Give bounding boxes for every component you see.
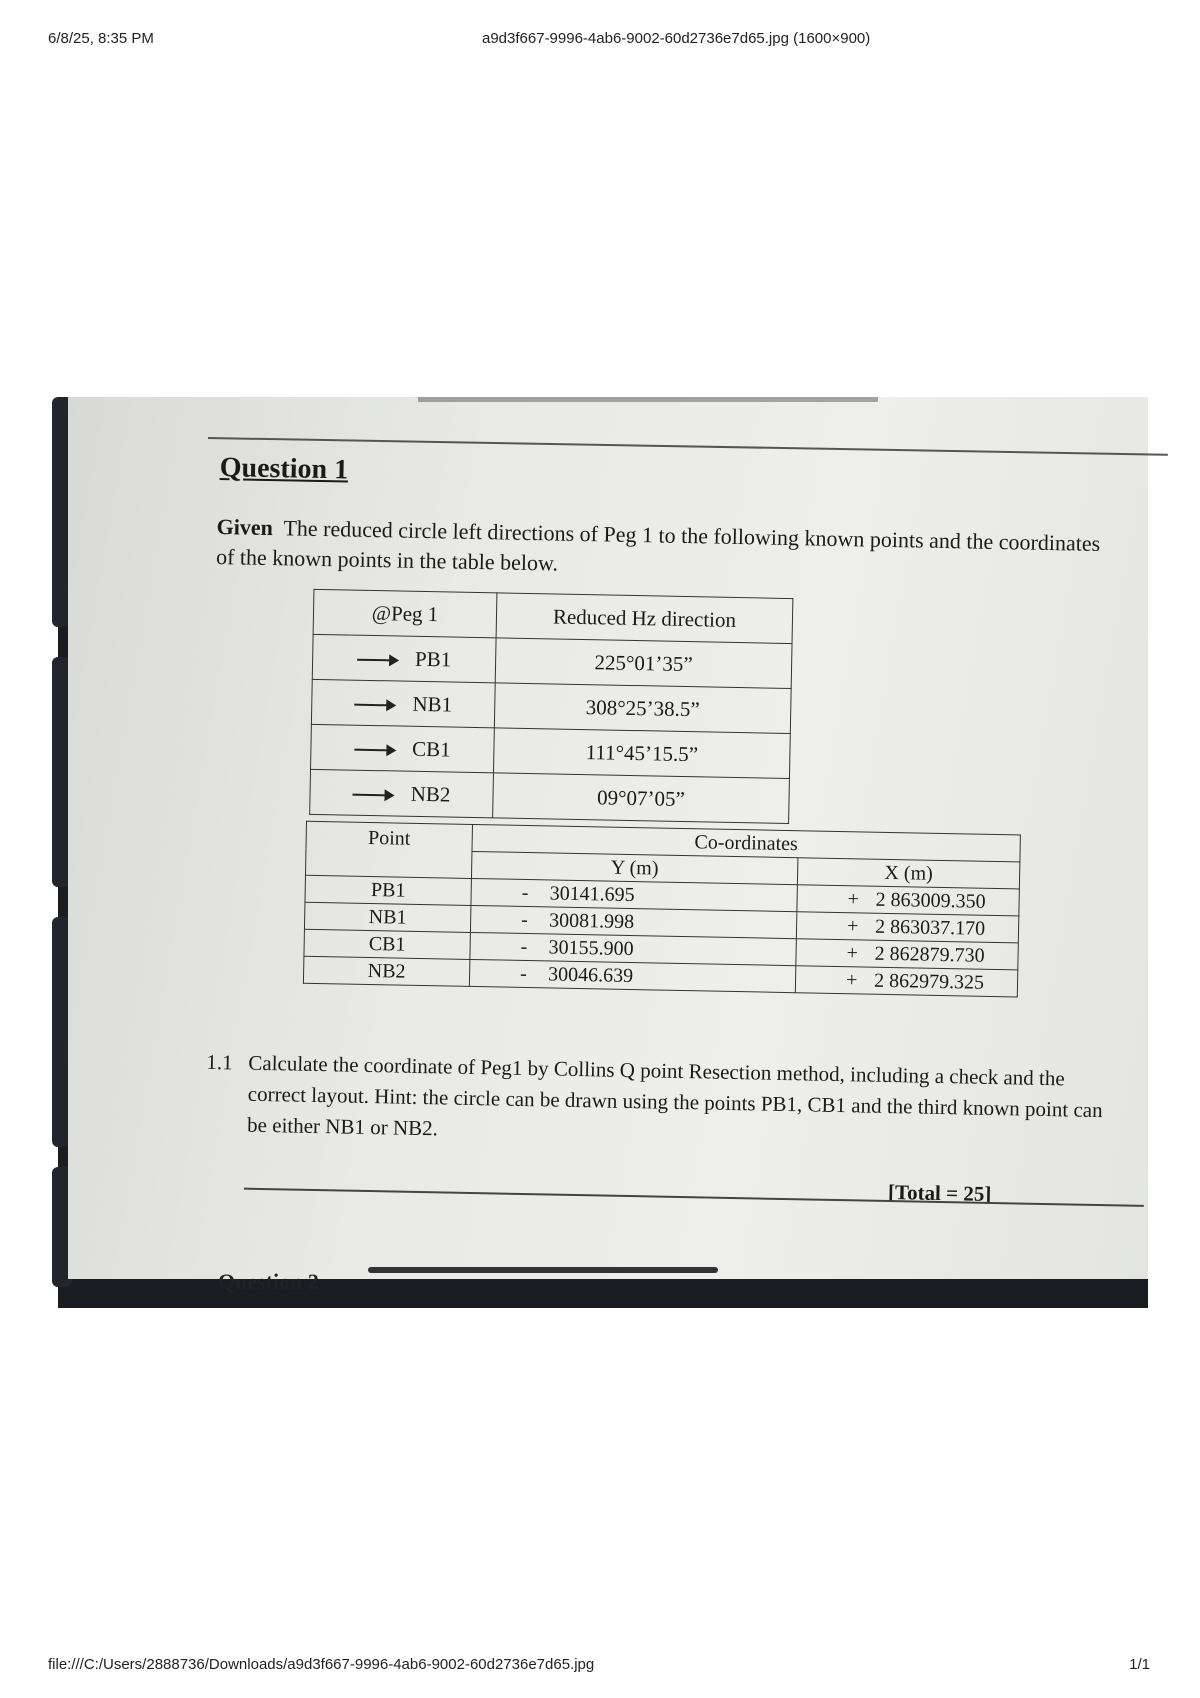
point-name: NB2 (303, 956, 469, 986)
y-value: 30141.695 (549, 881, 635, 906)
x-value: 2 863009.350 (875, 888, 986, 913)
y-sign: - (520, 908, 529, 931)
point-name: CB1 (411, 736, 451, 762)
x-sign: + (846, 914, 859, 937)
home-indicator (368, 1267, 718, 1273)
x-value: 2 862979.325 (873, 969, 985, 994)
given-text: The reduced circle left directions of Peg 1 to the following known points and the coordinates of the known points in the table below. (215, 515, 1101, 576)
direction-table (309, 589, 793, 824)
y-sign: - (520, 935, 528, 958)
print-datetime: 6/8/25, 8:35 PM (48, 30, 154, 47)
photo (58, 397, 1148, 1308)
x-sign: + (845, 968, 858, 991)
print-page-count: 1/1 (1129, 1656, 1150, 1673)
x-header: X (m) (797, 858, 1019, 889)
direction-header: Reduced Hz direction (496, 593, 793, 644)
total-marks: [Total = 25] (887, 1180, 992, 1206)
subquestion-number: 1.1 (206, 1049, 233, 1075)
coordinate-table (303, 821, 1021, 998)
arrow-right-icon (354, 748, 394, 751)
print-file-path: file:///C:/Users/2888736/Downloads/a9d3f667-9996-4ab6-9002-60d2736e7d65.jpg (48, 1656, 595, 1673)
table-row (310, 769, 790, 823)
point-name: NB2 (410, 781, 451, 807)
point-name: NB1 (412, 691, 453, 717)
point-name: NB1 (304, 902, 470, 932)
given-label: Given (216, 513, 274, 541)
direction-value: 308°25’38.5” (494, 683, 791, 734)
bottom-rule (244, 1188, 1144, 1207)
y-value: 30046.639 (547, 962, 634, 987)
y-sign: - (521, 881, 529, 904)
y-value: 30155.900 (548, 935, 634, 960)
point-name: PB1 (305, 875, 471, 905)
given-paragraph (216, 512, 1117, 589)
x-value: 2 862879.730 (874, 942, 985, 967)
x-value: 2 863037.170 (874, 915, 986, 940)
coordinates-header: Co-ordinates (472, 824, 1020, 862)
y-sign: - (519, 962, 528, 985)
direction-value: 09°07’05” (493, 773, 790, 824)
point-name: PB1 (414, 646, 452, 672)
next-question-peek: Question 2 (218, 1269, 319, 1294)
point-name: CB1 (304, 929, 470, 959)
arrow-right-icon (357, 658, 397, 661)
x-sign: + (846, 941, 859, 964)
subquestion-text: Calculate the coordinate of Peg1 by Collins Q point Resection method, including a check and the correct layout. Hint: the circle can be drawn using the points PB1, CB1 and the third known point can be either NB1 or NB2. (246, 1050, 1103, 1141)
point-header: Point (305, 821, 472, 878)
subquestion (205, 1047, 1127, 1158)
direction-value: 225°01’35” (495, 638, 792, 689)
y-header: Y (m) (471, 851, 797, 884)
arrow-right-icon (354, 703, 394, 706)
direction-value: 111°45’15.5” (493, 728, 790, 779)
arrow-right-icon (353, 793, 393, 796)
question-title: Question 1 (219, 452, 349, 486)
x-sign: + (847, 887, 860, 910)
y-value: 30081.998 (548, 908, 635, 933)
print-title: a9d3f667-9996-4ab6-9002-60d2736e7d65.jpg (1600×900) (482, 30, 871, 47)
paper-sheet (68, 397, 1148, 1294)
station-header: @Peg 1 (313, 589, 497, 638)
